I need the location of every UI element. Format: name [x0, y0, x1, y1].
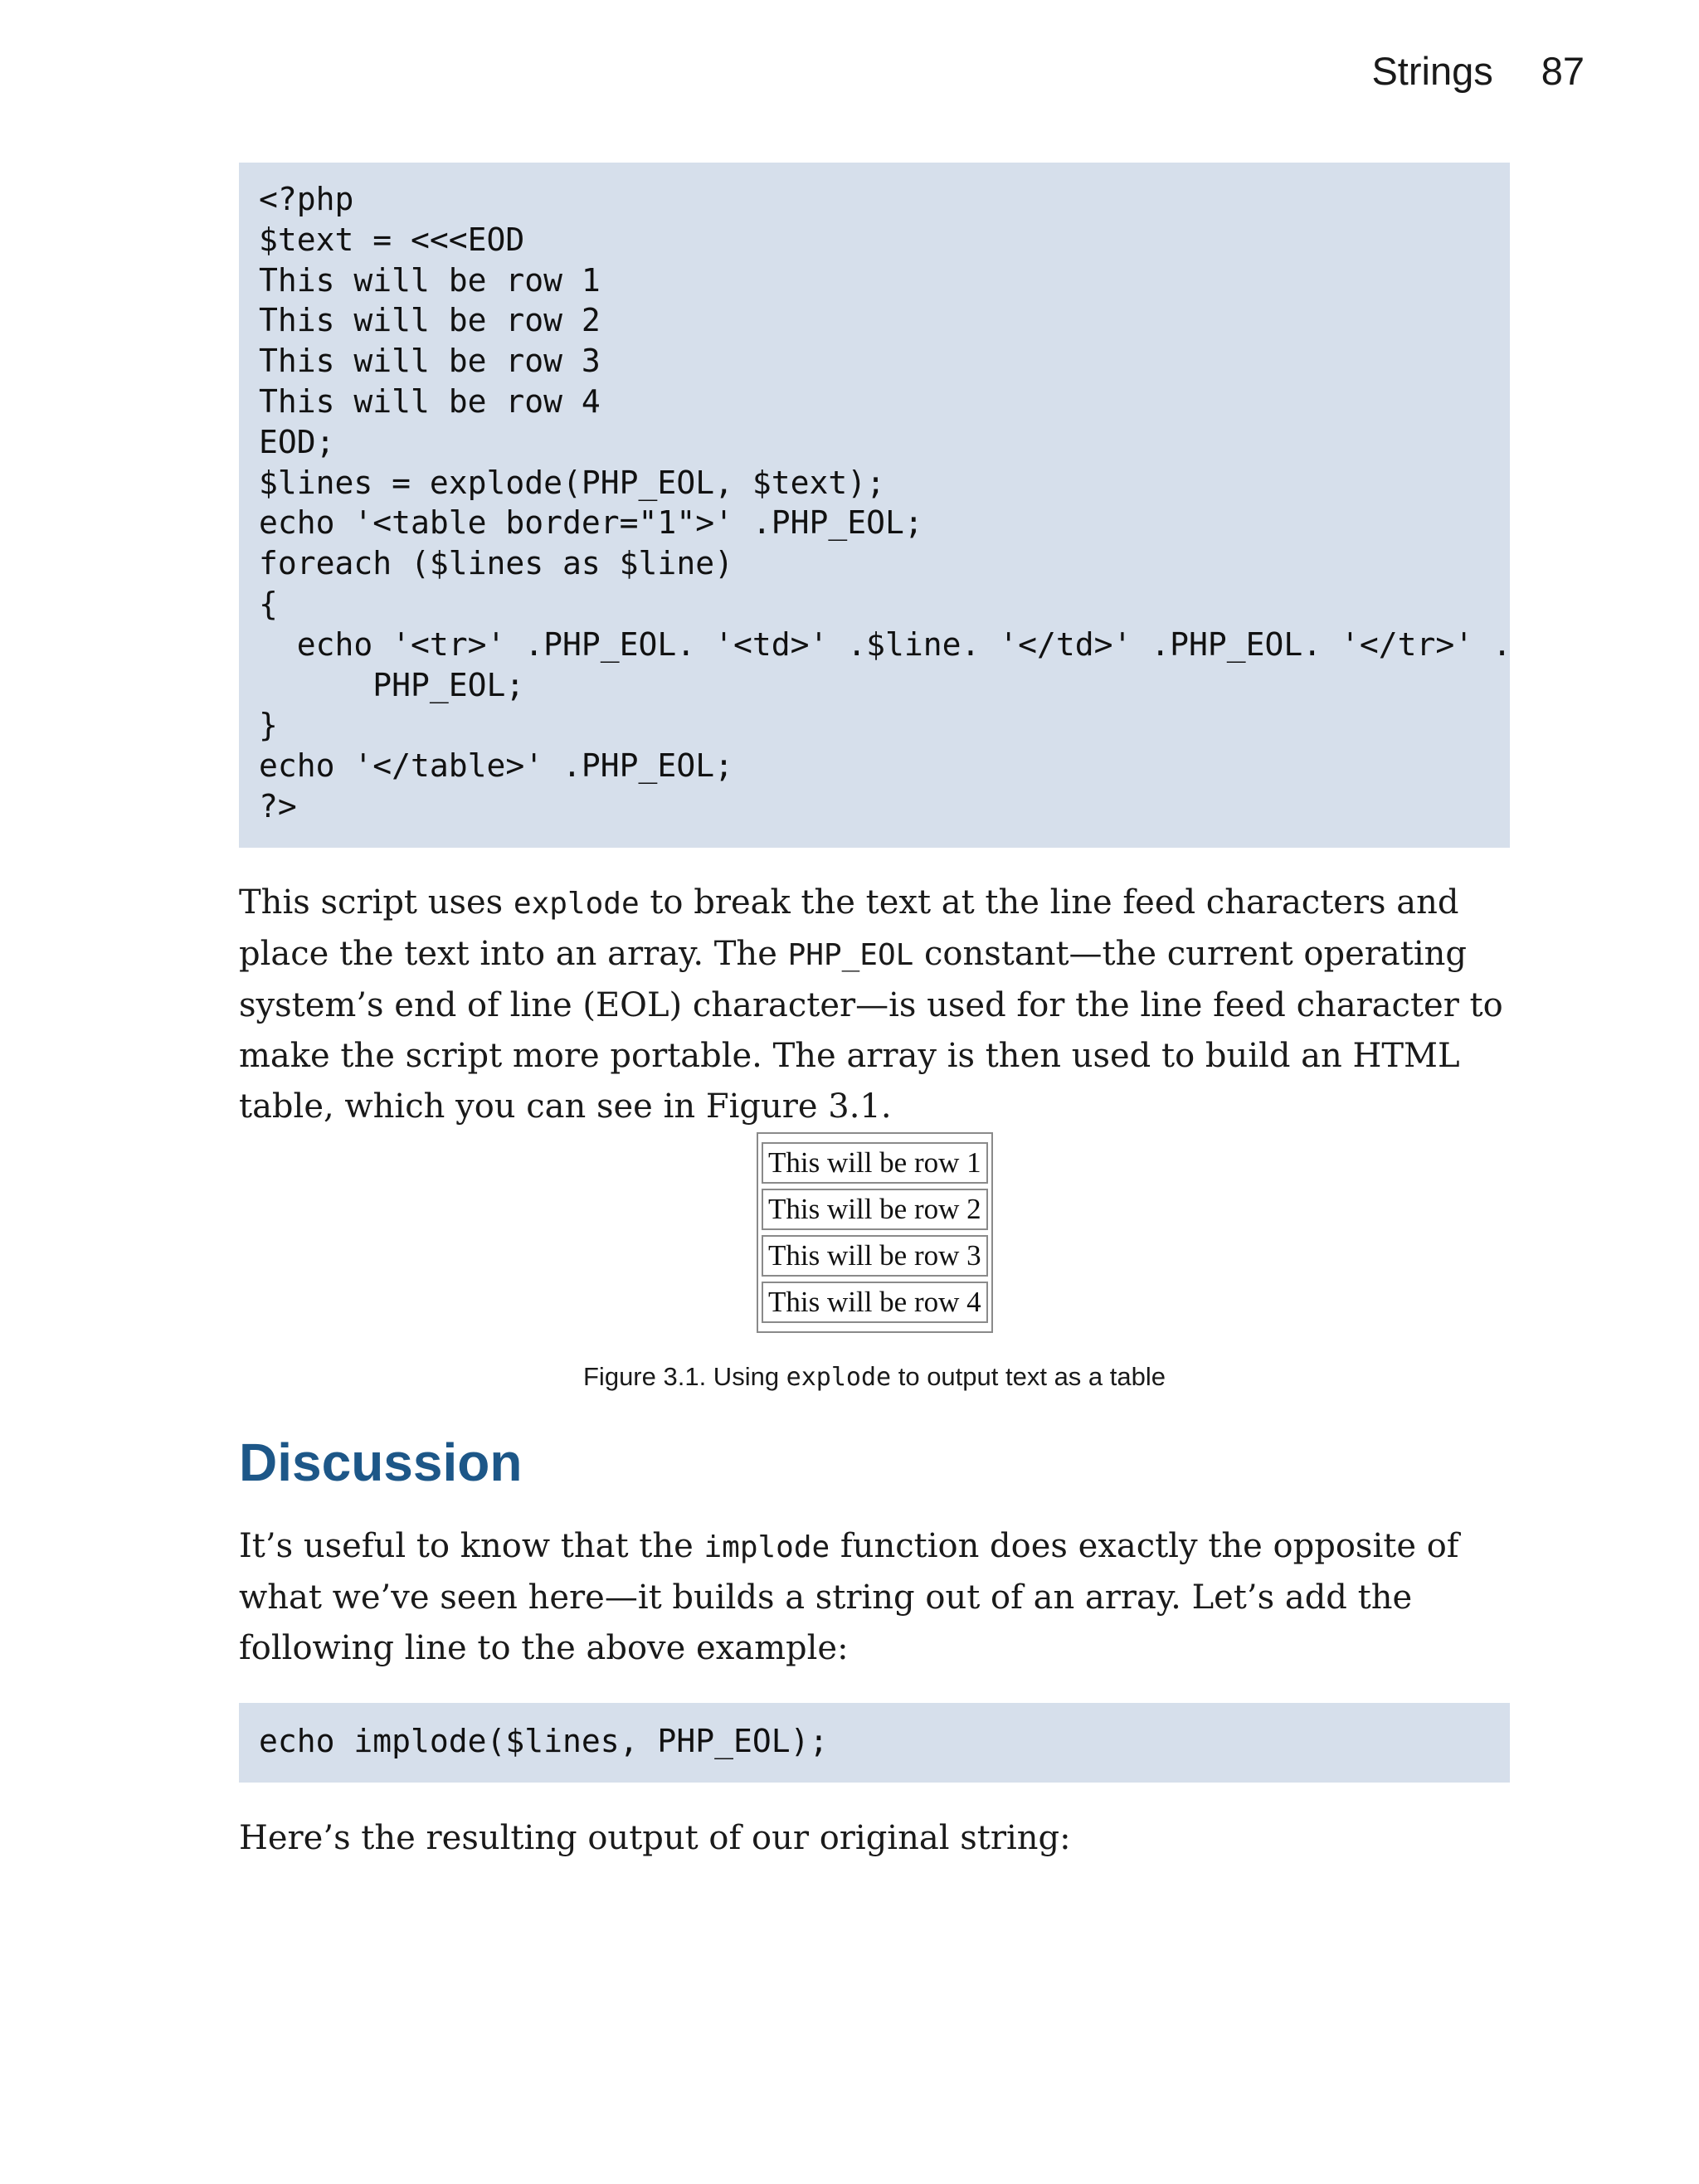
- table-cell: This will be row 1: [762, 1142, 988, 1184]
- table-row: [762, 1282, 988, 1323]
- text-run: function does exactly the opposite of what we’ve seen here—it builds a string out of an array. Let’s add the following line to the above example:: [239, 1527, 1459, 1667]
- figure-3-1-table: [757, 1132, 993, 1333]
- code-listing: <?php $text = <<<EOD This will be row 1 This will be row 2 This will be row 3 This will be row 4 EOD; $lines = explode(PHP_EOL, $text); echo '<table border="1">' .PHP_EOL; foreach ($lines as $line) { echo '<tr>' .PHP_EOL. '<td>' .$line. '</td>' .PHP_EOL. '</tr>' . PHP_EOL; } echo '</table>' .PHP_EOL; ?>: [259, 181, 1512, 824]
- caption-code: explode: [786, 1363, 892, 1392]
- text-run: to break the text at the line feed characters and place the text into an array. The: [239, 883, 1459, 973]
- code-listing: echo implode($lines, PHP_EOL);: [259, 1723, 829, 1759]
- running-head: [1371, 48, 1585, 94]
- page-number: 87: [1541, 49, 1585, 93]
- inline-code-explode: explode: [513, 887, 640, 921]
- table-cell: This will be row 4: [762, 1282, 988, 1323]
- table-cell: This will be row 3: [762, 1235, 988, 1277]
- text-run: This script uses: [239, 883, 514, 922]
- inline-code-php-eol: PHP_EOL: [787, 938, 914, 972]
- body-paragraph-explode: [239, 878, 1516, 1132]
- body-paragraph-implode: [239, 1521, 1516, 1674]
- code-block-implode: [239, 1703, 1510, 1783]
- text-run: constant—the current operating system’s end of line (EOL) character—is used for the line feed character to make the script more portable. The array is then used to build an HTML table, which you can see in Figure 3.1.: [239, 935, 1503, 1126]
- inline-code-implode: implode: [703, 1530, 830, 1564]
- code-block-php-explode: [239, 163, 1510, 848]
- text-run: It’s useful to know that the: [239, 1527, 704, 1565]
- chapter-title: Strings: [1371, 49, 1493, 93]
- table-row: [762, 1189, 988, 1230]
- body-paragraph-output: Here’s the resulting output of our original string:: [239, 1819, 1071, 1857]
- figure-caption: [0, 1362, 1699, 1392]
- table-row: [762, 1142, 988, 1184]
- caption-text: Figure 3.1. Using: [583, 1362, 786, 1391]
- section-heading-discussion: Discussion: [239, 1432, 523, 1492]
- table-cell: This will be row 2: [762, 1189, 988, 1230]
- table-row: [762, 1235, 988, 1277]
- caption-text: to output text as a table: [891, 1362, 1166, 1391]
